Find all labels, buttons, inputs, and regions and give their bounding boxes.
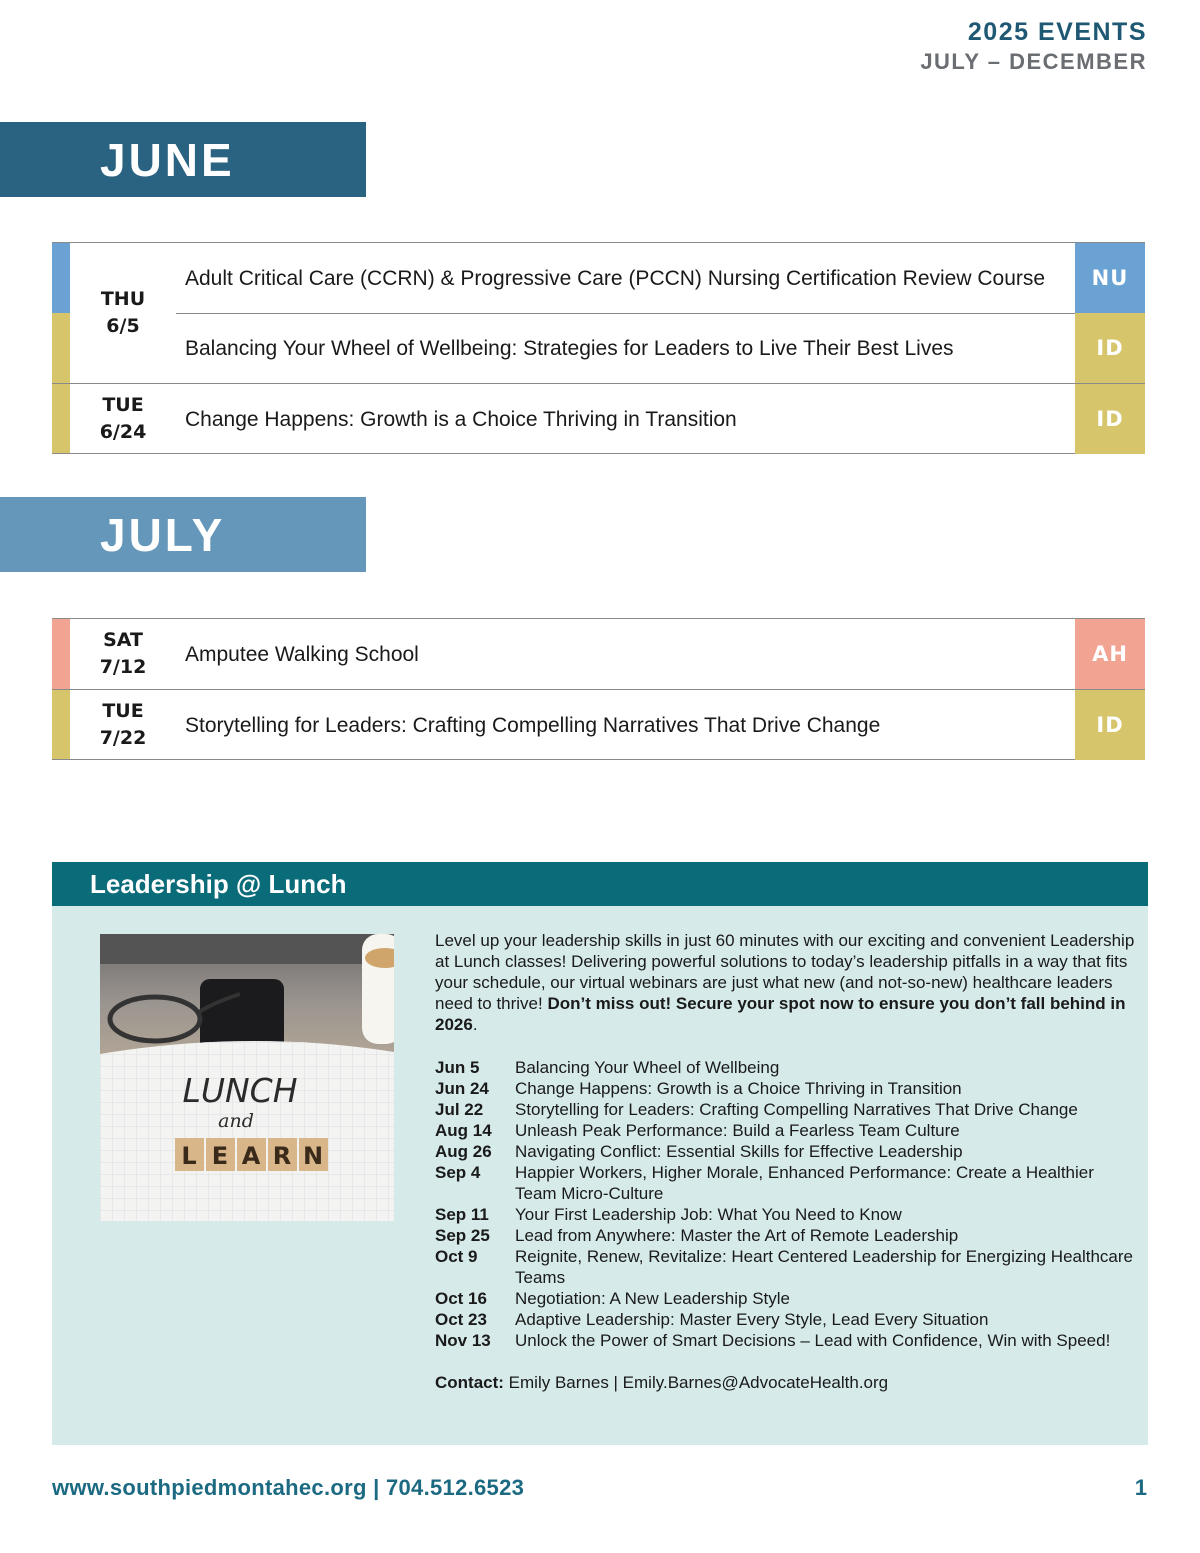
schedule-date: Aug 14 (435, 1121, 492, 1140)
schedule-item (435, 1141, 1135, 1162)
category-color-bar (52, 619, 70, 689)
photo-tile-a: A (241, 1142, 261, 1170)
event-date (70, 619, 176, 689)
schedule-date: Jun 5 (435, 1058, 480, 1077)
schedule-title[interactable]: Unleash Peak Performance: Build a Fearless Team Culture (515, 1121, 960, 1140)
event-day: TUE (102, 394, 144, 416)
photo-tile-n: N (302, 1142, 324, 1170)
schedule-item (435, 1120, 1135, 1141)
event-row[interactable] (52, 619, 1145, 689)
schedule-date: Aug 26 (435, 1142, 492, 1161)
lunch-intro-end: . (472, 1015, 478, 1034)
schedule-title[interactable]: Adaptive Leadership: Master Every Style, Lead Every Situation (515, 1310, 989, 1329)
schedule-title[interactable]: Your First Leadership Job: What You Need to Know (515, 1205, 902, 1224)
schedule-title[interactable]: Navigating Conflict: Essential Skills for Effective Leadership (515, 1142, 963, 1161)
schedule-title[interactable]: Change Happens: Growth is a Choice Thriving in Transition (515, 1079, 962, 1098)
lunch-intro-text: Level up your leadership skills in just 60 minutes with our exciting and convenient Leadership at Lunch classes! Delivering powerful solutions to today’s leadership pitfalls in a way that fits your schedule, our virtual webinars are just what new (and not-so-new) healthcare leaders need to thrive! (435, 931, 1135, 1013)
event-date-number: 7/22 (99, 727, 147, 749)
category-badge: ID (1075, 384, 1145, 454)
schedule-item (435, 1330, 1135, 1351)
schedule-date: Jun 24 (435, 1079, 489, 1098)
contact-label: Contact: (435, 1373, 504, 1392)
category-badge: AH (1075, 619, 1145, 689)
july-banner: JULY (0, 497, 366, 572)
category-color-bar (52, 243, 70, 313)
category-color-bar (52, 690, 70, 759)
document-header (920, 17, 1147, 77)
schedule-item (435, 1246, 1135, 1288)
category-color-bar (52, 313, 70, 383)
event-title[interactable]: Balancing Your Wheel of Wellbeing: Strategies for Leaders to Live Their Best Lives (185, 336, 954, 360)
event-row[interactable] (52, 689, 1145, 759)
lunch-and-learn-photo (100, 934, 394, 1221)
july-events-table (52, 618, 1145, 760)
photo-lunch-text: LUNCH (182, 1071, 298, 1110)
event-date-number: 7/12 (99, 656, 147, 678)
event-date-number: 6/5 (106, 315, 140, 337)
schedule-title[interactable]: Reignite, Renew, Revitalize: Heart Centered Leadership for Energizing Healthcare Teams (515, 1247, 1134, 1287)
schedule-title[interactable]: Lead from Anywhere: Master the Art of Remote Leadership (515, 1226, 959, 1245)
schedule-item (435, 1078, 1135, 1099)
schedule-title[interactable]: Happier Workers, Higher Morale, Enhanced Performance: Create a Healthier Team Micro-Culture (515, 1163, 1094, 1203)
header-events-year: 2025 EVENTS (967, 18, 1147, 46)
schedule-title[interactable]: Negotiation: A New Leadership Style (515, 1289, 791, 1308)
schedule-date: Sep 4 (435, 1163, 481, 1182)
schedule-item (435, 1288, 1135, 1309)
schedule-date: Oct 16 (435, 1289, 487, 1308)
schedule-item (435, 1225, 1135, 1246)
event-day: TUE (102, 700, 144, 722)
schedule-title[interactable]: Balancing Your Wheel of Wellbeing (515, 1058, 780, 1077)
schedule-item (435, 1204, 1135, 1225)
lunch-intro (435, 930, 1135, 1035)
event-title[interactable]: Storytelling for Leaders: Crafting Compelling Narratives That Drive Change (185, 713, 881, 737)
lunch-and-learn-illustration (100, 934, 394, 1221)
leadership-lunch-heading: Leadership @ Lunch (52, 862, 1148, 906)
photo-tile-r: R (272, 1142, 292, 1170)
event-day: SAT (103, 629, 143, 651)
footer-website-phone[interactable]: www.southpiedmontahec.org | 704.512.6523 (52, 1475, 525, 1500)
category-badge: ID (1075, 313, 1145, 383)
lunch-contact (435, 1372, 1135, 1393)
category-color-bar (52, 384, 70, 453)
photo-tile-l: L (181, 1142, 197, 1170)
event-date-number: 6/24 (99, 421, 147, 443)
event-day: THU (100, 288, 146, 310)
schedule-date: Oct 23 (435, 1310, 487, 1329)
photo-tile-e: E (211, 1142, 229, 1170)
schedule-date: Jul 22 (435, 1100, 484, 1119)
lunch-schedule-list (435, 1057, 1135, 1351)
event-title[interactable]: Change Happens: Growth is a Choice Thriving in Transition (185, 407, 737, 431)
june-events-table (52, 242, 1145, 454)
schedule-date: Sep 11 (435, 1205, 489, 1224)
schedule-item (435, 1309, 1135, 1330)
june-banner: JUNE (0, 122, 366, 197)
leadership-lunch-description (435, 930, 1135, 1393)
event-date (70, 690, 176, 760)
leadership-lunch-panel (52, 862, 1148, 1445)
schedule-item (435, 1099, 1135, 1120)
header-date-range: JULY – DECEMBER (920, 49, 1147, 74)
event-date (70, 384, 176, 454)
lunch-intro-callout: Don’t miss out! Secure your spot now to ensure you don’t fall behind in 2026 (435, 994, 1126, 1034)
schedule-item (435, 1162, 1135, 1204)
category-badge: NU (1075, 243, 1145, 313)
schedule-date: Nov 13 (435, 1331, 491, 1350)
event-title[interactable]: Amputee Walking School (185, 642, 419, 666)
event-row[interactable] (52, 383, 1145, 453)
schedule-title[interactable]: Unlock the Power of Smart Decisions – Lead with Confidence, Win with Speed! (515, 1331, 1111, 1350)
photo-and-text: and (218, 1110, 254, 1132)
event-title[interactable]: Adult Critical Care (CCRN) & Progressive Care (PCCN) Nursing Certification Review Course (185, 266, 1046, 290)
event-row[interactable] (52, 313, 1145, 383)
category-badge: ID (1075, 690, 1145, 760)
schedule-item (435, 1057, 1135, 1078)
page-number: 1 (1134, 1475, 1147, 1500)
schedule-date: Oct 9 (435, 1247, 478, 1266)
schedule-date: Sep 25 (435, 1226, 490, 1245)
contact-value[interactable]: Emily Barnes | Emily.Barnes@AdvocateHealth.org (503, 1373, 889, 1392)
event-row[interactable] (52, 243, 1145, 337)
schedule-title[interactable]: Storytelling for Leaders: Crafting Compelling Narratives That Drive Change (515, 1100, 1078, 1119)
